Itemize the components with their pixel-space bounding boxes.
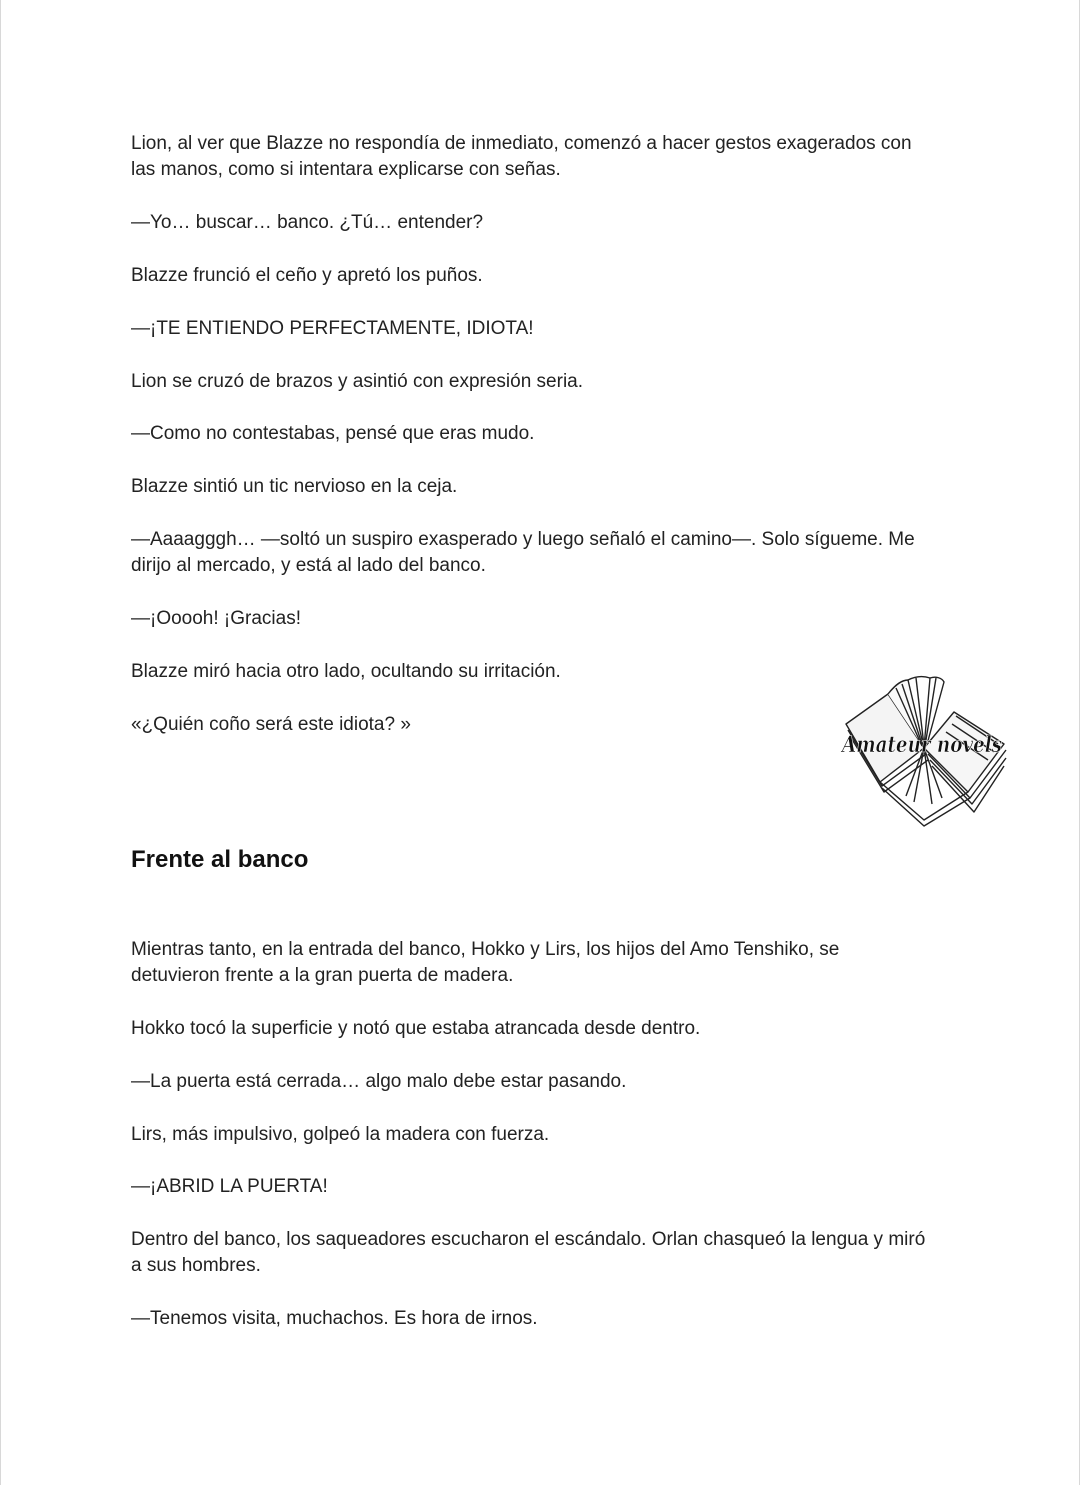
amateur-novels-logo	[836, 672, 1008, 828]
paragraph: —La puerta está cerrada… algo malo debe estar pasando.	[131, 1071, 627, 1092]
paragraph: —Aaaagggh… —soltó un suspiro exasperado y luego señaló el camino—. Solo sígueme. Me dirijo al mercado, y está al lado del banco.	[131, 529, 915, 576]
paragraph: Blazze miró hacia otro lado, ocultando su irritación.	[131, 661, 561, 682]
paragraph: Lirs, más impulsivo, golpeó la madera con fuerza.	[131, 1124, 550, 1145]
paragraph: —Yo… buscar… banco. ¿Tú… entender?	[131, 212, 484, 233]
paragraph: Mientras tanto, en la entrada del banco, Hokko y Lirs, los hijos del Amo Tenshiko, se detuvieron frente a la gran puerta de madera.	[131, 939, 840, 986]
paragraph: «¿Quién coño será este idiota? »	[131, 714, 411, 735]
paragraph: —Como no contestabas, pensé que eras mudo.	[131, 423, 535, 444]
paragraph: Lion, al ver que Blazze no respondía de inmediato, comenzó a hacer gestos exagerados con las manos, como si intentara explicarse con señas.	[131, 133, 912, 180]
paragraph: Hokko tocó la superficie y notó que estaba atrancada desde dentro.	[131, 1018, 701, 1039]
page-edge-left	[0, 0, 1, 1485]
open-book-icon	[836, 672, 1008, 828]
paragraph: Dentro del banco, los saqueadores escucharon el escándalo. Orlan chasqueó la lengua y miró a sus hombres.	[131, 1229, 926, 1276]
section-heading: Frente al banco	[131, 846, 309, 873]
paragraph: Blazze frunció el ceño y apretó los puños.	[131, 265, 483, 286]
logo-text: Amateur novels	[840, 732, 1002, 758]
paragraph: Blazze sintió un tic nervioso en la ceja.	[131, 476, 458, 497]
paragraph: —¡ABRID LA PUERTA!	[131, 1176, 328, 1197]
paragraph: Lion se cruzó de brazos y asintió con expresión seria.	[131, 371, 584, 392]
paragraph: —¡Ooooh! ¡Gracias!	[131, 608, 301, 629]
paragraph: —Tenemos visita, muchachos. Es hora de irnos.	[131, 1308, 538, 1329]
paragraph: —¡TE ENTIENDO PERFECTAMENTE, IDIOTA!	[131, 318, 534, 339]
